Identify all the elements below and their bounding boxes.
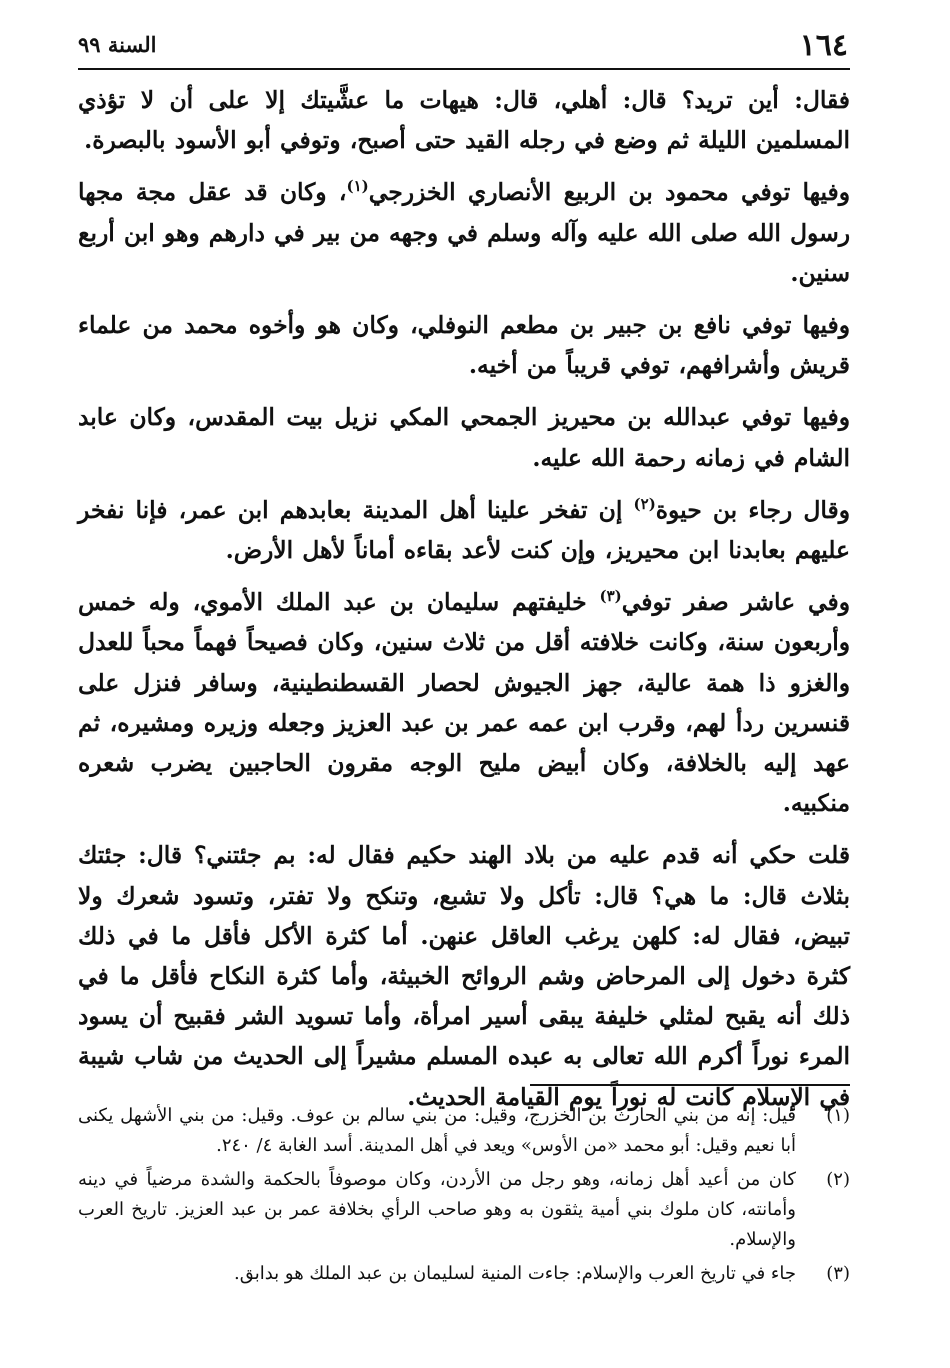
paragraph: وفيها توفي عبدالله بن محيريز الجمحي المكي نزيل بيت المقدس، وكان عابد الشام في زمانه رحمة الله عليه. — [78, 403, 850, 472]
book-page — [78, 26, 850, 1346]
footnotes — [78, 1101, 850, 1293]
footnote-text: جاء في تاريخ العرب والإسلام: جاءت المنية لسليمان بن عبد الملك هو بدابق. — [233, 1263, 796, 1284]
footnote-number: (٢) — [826, 1169, 850, 1190]
footnote-item — [78, 1259, 850, 1289]
paragraph: وقال رجاء بن حيوة$^{(٢)}$ إن تفخر علينا أهل المدينة بعابدهم ابن عمر، فإنا نفخر عليهم بعابدنا ابن محيريز، وإن كنت لأعد بقاءه أماناً لأهل الأرض. — [78, 495, 850, 565]
footnote-text: قيل: إنه من بني الحارث بن الخزرج، وقيل: من بني سالم بن عوف. وقيل: من بني الأشهل يكنى أبا نعيم وقيل: أبو محمد «من الأوس» ويعد في أهل المدينة. أسد الغابة ٤/ ٢٤٠. — [78, 1105, 796, 1156]
page-header — [78, 26, 850, 70]
footnote-reference: (٣) — [599, 587, 622, 606]
paragraph: وفيها توفي محمود بن الربيع الأنصاري الخزرجي$^{(١)}$، وكان قد عقل مجة مجها رسول الله صلى الله عليه وآله وسلم في وجهه من بير في دارهم وهو ابن أربع سنين. — [78, 177, 850, 287]
paragraph: قلت حكي أنه قدم عليه من بلاد الهند حكيم فقال له: بم جئتني؟ قال: جئتك بثلاث قال: ما هي؟ قال: تأكل ولا تشبع، وتنكح ولا تفتر، وتسود شعرك ولا تبيض، فقال له: كلهن يرغب العاقل عنهن. أما كثرة الأكل فأقل ما في ذلك كثرة دخول إلى المرحاض وشم الروائح الخبيثة، وأما كثرة النكاح فأقل ما في ذلك أنه يقبح لمثلي خليفة يبقى أسير امرأة، وأما تسويد الشر فقبيح أن يسود المرء نوراً أكرم الله تعالى به عبده المسلم مشيراً إلى الحديث من شاب شيبة في الإسلام كانت له نوراً يوم القيامة الحديث. — [78, 841, 850, 1111]
footnote-reference: (١) — [346, 177, 369, 196]
paragraph: وفي عاشر صفر توفي$^{(٣)}$ خليفتهم سليمان بن عبد الملك الأموي، وله خمس وأربعون سنة، وكانت خلافته أقل من ثلاث سنين، وكان فصيحاً فهماً محباً للعدل والغزو ذا همة عالية، جهز الجيوش لحصار القسطنطينية، وسافر فنزل على قنسرين ردأ لهم، وقرب ابن عمه عمر بن عبد العزيز وجعله وزيره ومشيره، ثم عهد إليه بالخلافة، وكان أبيض مليح الوجه مقرون الحاجبين يضرب شعره منكبيه. — [78, 587, 850, 818]
running-title: السنة ٩٩ — [78, 32, 157, 57]
page-number: ١٦٤ — [799, 28, 848, 63]
paragraph: وفيها توفي نافع بن جبير بن مطعم النوفلي، وكان هو وأخوه محمد من علماء قريش وأشرافهم، توفي قريباً من أخيه. — [78, 311, 850, 380]
body-text — [78, 80, 850, 1117]
footnote-item — [78, 1165, 850, 1255]
footnote-item — [78, 1101, 850, 1161]
paragraph: فقال: أين تريد؟ قال: أهلي، قال: هيهات ما عشَّيتك إلا على أن لا تؤذي المسلمين الليلة ثم وضع في رجله القيد حتى أصبح، وتوفي أبو الأسود بالبصرة. — [78, 86, 850, 155]
footnote-divider — [530, 1084, 850, 1086]
footnote-number: (٣) — [826, 1263, 850, 1284]
footnote-reference: (٢) — [633, 495, 656, 514]
footnote-number: (١) — [826, 1105, 850, 1126]
footnote-text: كان من أعيد أهل زمانه، وهو رجل من الأردن، وكان موصوفاً بالحكمة والشدة مرضياً في دينه وأمانته، كان ملوك بني أمية يثقون به وهو صاحب الرأي بخلافة عمر بن عبد العزيز. تاريخ العرب والإسلام. — [78, 1169, 796, 1250]
